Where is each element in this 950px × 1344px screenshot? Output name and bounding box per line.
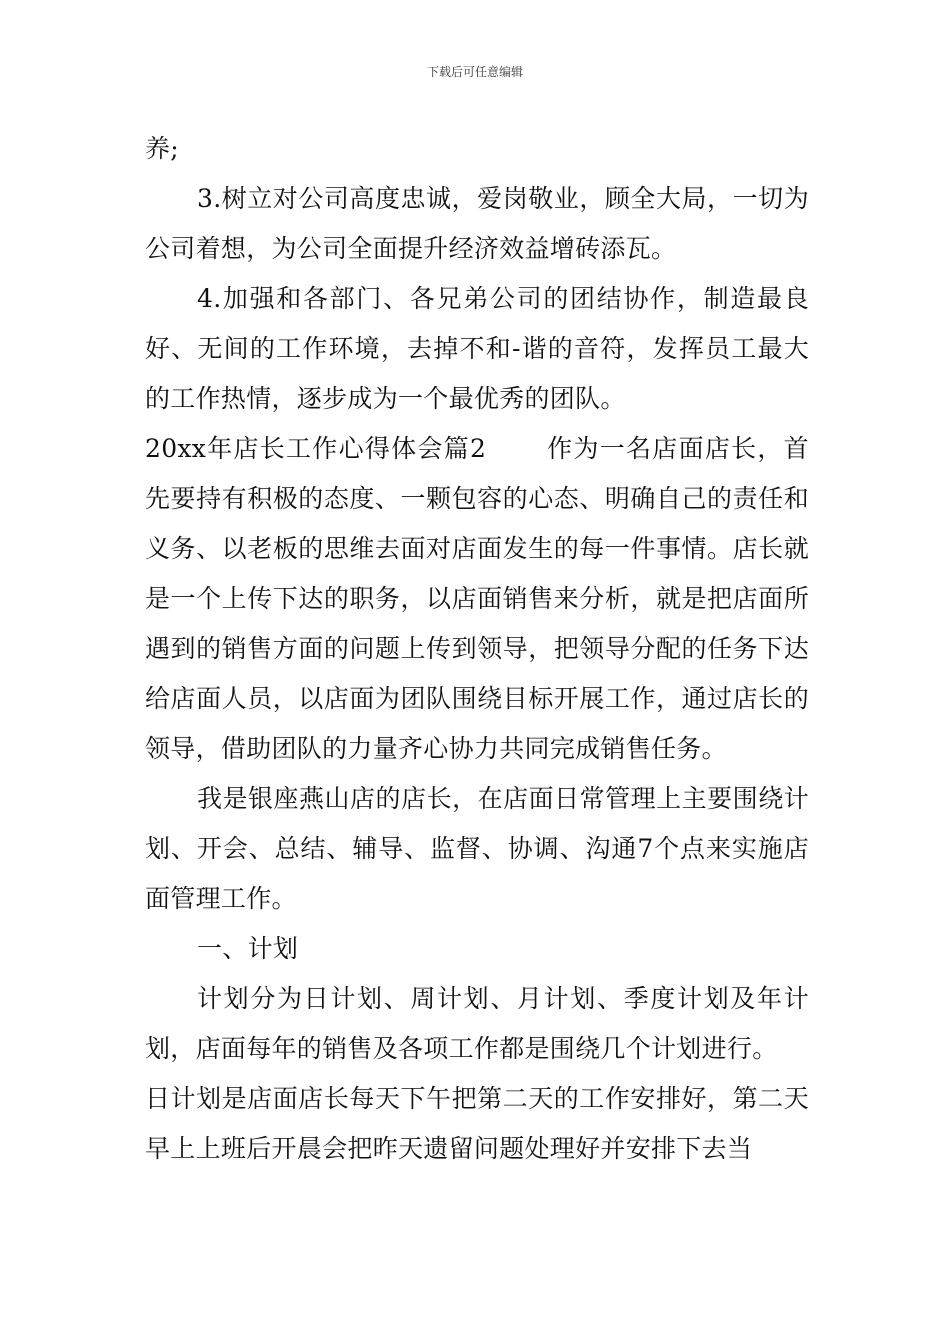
page-header-note: 下载后可任意编辑 [426,65,523,79]
paragraph-item-3: 3.树立对公司高度忠诚，爱岗敬业，顾全大局，一切为公司着想，为公司全面提升经济效益增砖添瓦。 [145,184,809,263]
paragraph-store-intro: 我是银座燕山店的店长，在店面日常管理上主要围绕计划、开会、总结、辅导、监督、协调、沟通7个点来实施店面管理工作。 [145,784,809,913]
section-intro-text: 作为一名店面店长，首先要持有积极的态度、一颗包容的心态、明确自己的责任和义务、以老板的思维去面对店面发生的每一件事情。店长就是一个上传下达的职务，以店面销售来分析，就是把店面所遇到的销售方面的问题上传到领导，把领导分配的任务下达给店面人员，以店面为团队围绕目标开展工作，通过店长的领导，借助团队的力量齐心协力共同完成销售任务。 [145,434,809,763]
subheading-plan: 一、计划 [197,934,299,963]
paragraph-plan-types: 计划分为日计划、周计划、月计划、季度计划及年计划，店面每年的销售及各项工作都是围绕几个计划进行。 [145,984,809,1063]
document-body [145,124,809,1174]
section-title: 20xx年店长工作心得体会篇2 [145,434,487,463]
paragraph-section-2 [145,424,809,774]
paragraph-daily-plan: 日计划是店面店长每天下午把第二天的工作安排好，第二天早上上班后开晨会把昨天遗留问题处理好并安排下去当 [145,1084,809,1163]
paragraph-continuation: 养; [145,134,180,163]
paragraph-item-4: 4.加强和各部门、各兄弟公司的团结协作，制造最良好、无间的工作环境，去掉不和-谐的音符，发挥员工最大的工作热情，逐步成为一个最优秀的团队。 [145,284,809,413]
